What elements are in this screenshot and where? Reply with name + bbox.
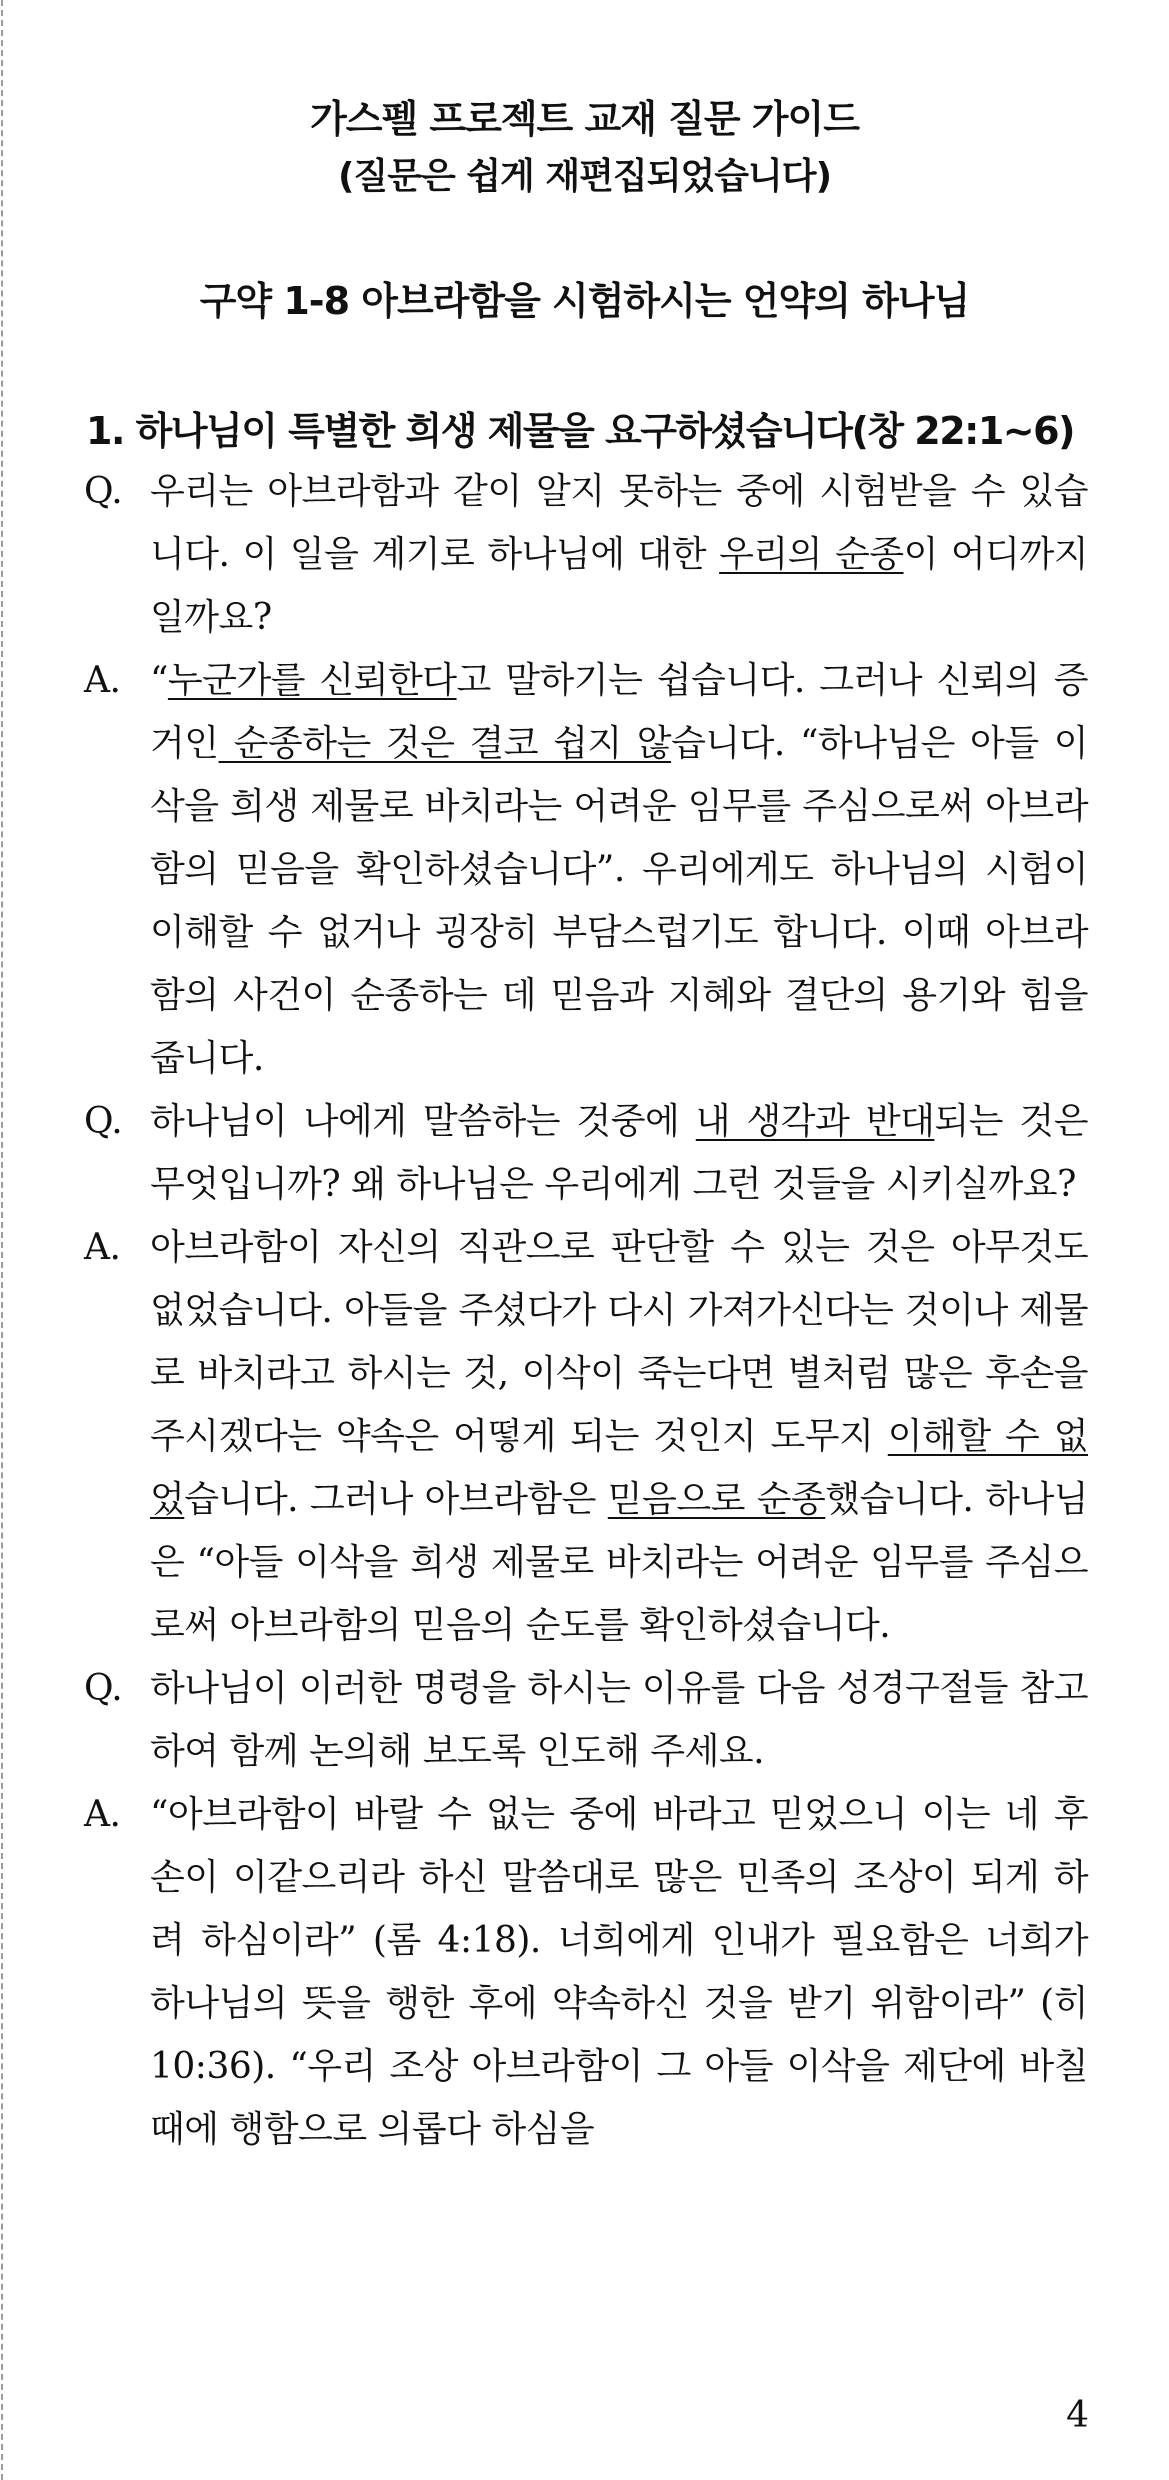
qa-item-answer-3 [84, 1783, 1088, 2161]
answer-text: “아브라함이 바랄 수 없는 중에 바라고 믿었으니 이는 네 후손이 이같으리라 하신 말씀대로 많은 민족의 조상이 되게 하려 하심이라” (롬 4:18). 너희에게 인내가 필요함은 너희가 하나님의 뜻을 행한 후에 약속하신 것을 받기 위함이라” (히 10:36). “우리 조상 아브라함이 그 아들 이삭을 제단에 바칠 때에 행함으로 의롭다 하심을 [150, 1794, 1088, 2150]
lesson-title: 구약 1-8 아브라함을 시험하시는 언약의 하나님 [199, 279, 970, 323]
qa-item-answer-2 [84, 1216, 1088, 1657]
underlined-phrase: 순종하는 것은 결코 쉽지 않 [218, 723, 672, 764]
document-title: 가스펠 프로젝트 교재 질문 가이드 [310, 97, 859, 141]
qa-list [84, 460, 1088, 2161]
qa-item-question-1 [84, 460, 1088, 649]
answer-text: “누군가를 신뢰한다고 말하기는 쉽습니다. 그러나 신뢰의 증거인 순종하는 것은 결코 쉽지 않습니다. “하나님은 아들 이삭을 희생 제물로 바치라는 어려운 임무를 주심으로써 아브라함의 믿음을 확인하셨습니다”. 우리에게도 하나님의 시험이 이해할 수 없거나 굉장히 부담스럽기도 합니다. 이때 아브라함의 사건이 순종하는 데 믿음과 지혜와 결단의 용기와 힘을 줍니다. [150, 660, 1089, 1079]
qa-item-question-2 [84, 1090, 1088, 1216]
section-heading: 1. 하나님이 특별한 희생 제물을 요구하셨습니다(창 22:1~6) [86, 409, 1074, 453]
question-text: 하나님이 나에게 말씀하는 것중에 내 생각과 반대되는 것은 무엇입니까? 왜 하나님은 우리에게 그런 것들을 시키실까요? [150, 1101, 1088, 1205]
underlined-phrase: 누군가를 신뢰한다 [167, 660, 457, 701]
underlined-phrase: 우리의 순종 [719, 534, 904, 575]
qa-item-answer-1 [84, 649, 1088, 1090]
qa-marker: Q. [84, 1101, 123, 1142]
document-subtitle: (질문은 쉽게 재편집되었습니다) [337, 156, 832, 197]
question-text: 하나님이 이러한 명령을 하시는 이유를 다음 성경구절들 참고하여 함께 논의해 보도록 인도해 주세요. [150, 1668, 1088, 1772]
qa-marker: A. [84, 1794, 121, 1835]
underlined-phrase: 이해할 수 없었 [150, 1416, 1088, 1520]
qa-marker: Q. [84, 1668, 123, 1709]
underlined-phrase: 믿음으로 순종 [607, 1479, 826, 1520]
qa-item-question-3 [84, 1657, 1088, 1783]
answer-text: 아브라함이 자신의 직관으로 판단할 수 있는 것은 아무것도 없었습니다. 아들을 주셨다가 다시 가져가신다는 것이나 제물로 바치라고 하시는 것, 이삭이 죽는다면 별처럼 많은 후손을 주시겠다는 약속은 어떻게 되는 것인지 도무지 이해할 수 없었습니다. 그러나 아브라함은 믿음으로 순종했습니다. 하나님은 “아들 이삭을 희생 제물로 바치라는 어려운 임무를 주심으로써 아브라함의 믿음의 순도를 확인하셨습니다. [150, 1227, 1088, 1646]
qa-marker: Q. [84, 471, 123, 512]
qa-marker: A. [84, 660, 121, 701]
page-number: 4 [1066, 2395, 1089, 2436]
qa-marker: A. [84, 1227, 121, 1268]
page-edge-line [1, 0, 3, 2480]
question-text: 우리는 아브라함과 같이 알지 못하는 중에 시험받을 수 있습니다. 이 일을 계기로 하나님에 대한 우리의 순종이 어디까지 일까요? [150, 471, 1088, 638]
underlined-phrase: 내 생각과 반대 [695, 1101, 935, 1142]
